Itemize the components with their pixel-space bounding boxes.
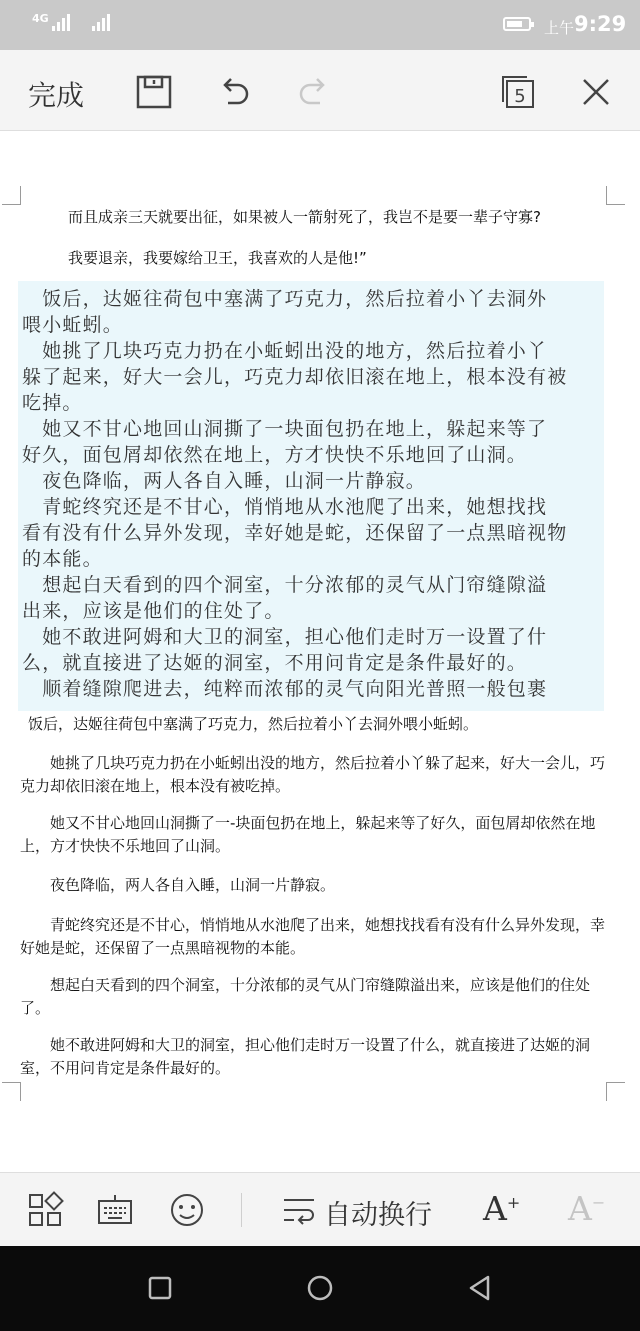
selected-text-line[interactable]: 她挑了几块巧克力扔在小蚯蚓出没的地方，然后拉着小丫 [22,340,548,362]
emoji-icon[interactable] [168,1191,206,1229]
home-icon[interactable] [304,1272,336,1304]
document-paragraph: 青蛇终究还是不甘心，悄悄地从水池爬了出来，她想找找看有没有什么异外发现，幸好她是蛇，还保留了一点黑暗视物的本能。 [20,916,606,957]
toolbar-divider [241,1193,242,1227]
document-paragraph: 想起白天看到的四个洞室，十分浓郁的灵气从门帘缝隙溢出来，应该是他们的住处了。 [20,976,591,1017]
selected-text-line[interactable]: 想起白天看到的四个洞室，十分浓郁的灵气从门帘缝隙溢 [22,574,548,596]
back-icon[interactable] [464,1272,496,1304]
selected-text-line[interactable]: 看有没有什么异外发现，幸好她是蛇，还保留了一点黑暗视物 [22,522,568,544]
font-decrease-button[interactable] [568,1189,605,1228]
page-corner-mark [2,1082,21,1101]
network-type: 4G [32,12,49,25]
font-increase-label: A [483,1189,507,1228]
signal-icon [52,14,70,31]
document-line: 而且成亲三天就要出征，如果被人一箭射死了，我岂不是要一辈子守寡? [68,208,541,226]
status-bar [0,0,640,50]
clock-time: 9:29 [574,12,627,36]
selected-text-line[interactable]: 吃掉。 [22,392,83,414]
recent-apps-icon[interactable] [144,1272,176,1304]
document-paragraph: 夜色降临，两人各自入睡，山洞一片静寂。 [50,876,336,894]
font-increase-button[interactable] [483,1189,520,1228]
selected-text-line[interactable]: 顺着缝隙爬进去，纯粹而浓郁的灵气向阳光普照一般包裹 [22,678,548,700]
selected-text-line[interactable]: 出来，应该是他们的住处了。 [22,600,285,622]
selected-text-line[interactable]: 喂小蚯蚓。 [22,314,124,336]
selected-text-line[interactable]: 的本能。 [22,548,103,570]
editor-toolbar [0,50,640,131]
redo-icon[interactable] [294,72,334,112]
selected-text-line[interactable]: 青蛇终究还是不甘心，悄悄地从水池爬了出来，她想找找 [22,496,548,518]
undo-icon[interactable] [214,72,254,112]
page-count-icon[interactable] [498,72,538,112]
page-corner-mark [606,186,625,205]
bottom-toolbar [0,1172,640,1247]
save-icon[interactable] [134,72,174,112]
selected-text-line[interactable]: 她又不甘心地回山洞撕了一块面包扔在地上，躲起来等了 [22,418,548,440]
auto-wrap-button[interactable]: 自动换行 [324,1200,432,1231]
plus-icon: + [506,1193,521,1212]
document-line: 我要退亲，我要嫁给卫王，我喜欢的人是他!” [68,249,367,267]
clock-am-pm: 上午 [544,19,575,37]
done-button[interactable]: 完成 [28,74,84,114]
apps-grid-icon[interactable] [26,1191,64,1229]
signal-secondary-icon [92,14,110,31]
page-corner-mark [2,186,21,205]
system-navigation-bar [0,1246,640,1331]
wrap-lines-icon[interactable] [280,1191,318,1229]
minus-icon: − [591,1193,606,1212]
document-paragraph: 她不敢进阿姆和大卫的洞室，担心他们走时万一设置了什么，就直接进了达姬的洞室，不用问肯定是条件最好的。 [20,1036,591,1077]
page-corner-mark [606,1082,625,1101]
selected-text-line[interactable]: 夜色降临，两人各自入睡，山洞一片静寂。 [22,470,427,492]
battery-icon [503,17,531,31]
selected-text-line[interactable]: 好久，面包屑却依然在地上，方才快快不乐地回了山洞。 [22,444,528,466]
page-count: 5 [514,86,526,107]
selected-text-line[interactable]: 她不敢进阿姆和大卫的洞室，担心他们走时万一设置了什 [22,626,548,648]
font-decrease-label: A [568,1189,592,1228]
document-paragraph: 她又不甘心地回山洞撕了一-块面包扔在地上，躲起来等了好久，面包屑却依然在地上，方才快快不乐地回了山洞。 [20,814,596,855]
selected-text-line[interactable]: 躲了起来，好大一会儿，巧克力却依旧滚在地上，根本没有被 [22,366,568,388]
selected-text-line[interactable]: 么，就直接进了达姬的洞室，不用问肯定是条件最好的。 [22,652,528,674]
document-line: 饭后，达姬往荷包中塞满了巧克力，然后拉着小丫去洞外喂小蚯蚓。 [28,715,479,733]
close-icon[interactable] [576,72,616,112]
selected-text-line[interactable]: 饭后，达姬往荷包中塞满了巧克力，然后拉着小丫去洞外 [22,288,548,310]
keyboard-icon[interactable] [96,1191,134,1229]
document-paragraph: 她挑了几块巧克力扔在小蚯蚓出没的地方，然后拉着小丫躲了起来，好大一会儿，巧克力却依旧滚在地上，根本没有被吃掉。 [20,754,606,795]
